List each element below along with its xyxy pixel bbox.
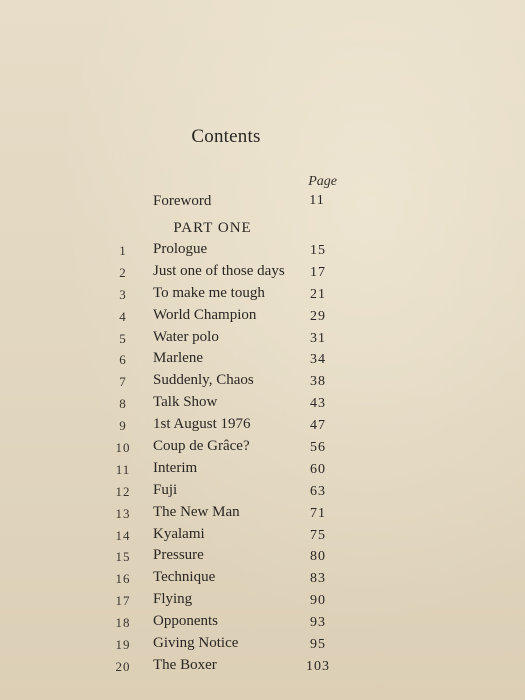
chapter-entry — [0, 416, 525, 438]
chapter-number: 4 — [119, 308, 127, 324]
chapter-title: Coup de Grâce? — [153, 438, 250, 455]
chapter-number: 16 — [115, 571, 131, 587]
chapter-number: 3 — [119, 286, 127, 302]
chapter-title: Giving Notice — [153, 635, 239, 652]
chapter-number: 8 — [119, 396, 127, 412]
chapter-page: 29 — [310, 308, 326, 324]
chapter-number: 6 — [119, 352, 127, 368]
chapter-number: 10 — [115, 440, 131, 456]
chapter-list — [0, 241, 525, 679]
chapter-title: Opponents — [153, 613, 218, 630]
chapter-title: Water polo — [153, 328, 219, 345]
chapter-page: 93 — [310, 615, 326, 631]
chapter-entry — [0, 635, 525, 657]
chapter-number: 13 — [115, 505, 131, 521]
chapter-title: Marlene — [153, 350, 203, 367]
chapter-page: 21 — [310, 286, 326, 302]
page-column-header: Page — [308, 174, 337, 189]
chapter-title: The Boxer — [153, 656, 217, 673]
chapter-page: 47 — [310, 418, 326, 434]
chapter-entry — [0, 350, 525, 372]
chapter-page: 38 — [310, 374, 326, 390]
chapter-entry — [0, 547, 525, 569]
chapter-page: 34 — [310, 352, 326, 368]
chapter-page: 90 — [310, 593, 326, 609]
chapter-number: 15 — [115, 549, 131, 565]
chapter-number: 2 — [119, 264, 127, 280]
chapter-title: The New Man — [153, 503, 240, 520]
chapter-page: 95 — [310, 637, 326, 653]
chapter-title: Talk Show — [153, 394, 218, 411]
chapter-entry — [0, 241, 525, 263]
chapter-title: 1st August 1976 — [153, 416, 251, 433]
chapter-number: 7 — [119, 374, 127, 390]
chapter-title: Just one of those days — [153, 262, 285, 279]
chapter-entry — [0, 263, 525, 285]
chapter-entry — [0, 526, 525, 548]
chapter-entry — [0, 504, 525, 526]
chapter-page: 17 — [310, 264, 326, 280]
chapter-page: 63 — [310, 483, 326, 499]
chapter-entry — [0, 657, 525, 679]
chapter-entry — [0, 438, 525, 460]
part-heading: PART ONE — [173, 220, 252, 236]
chapter-title: Suddenly, Chaos — [153, 372, 254, 389]
chapter-entry — [0, 285, 525, 307]
chapter-entry — [0, 329, 525, 351]
chapter-number: 11 — [115, 461, 131, 477]
foreword-entry — [0, 193, 525, 213]
chapter-page: 31 — [310, 330, 326, 346]
chapter-page: 75 — [310, 527, 326, 543]
chapter-number: 12 — [115, 483, 131, 499]
chapter-number: 5 — [119, 330, 127, 346]
chapter-number: 17 — [115, 593, 131, 609]
chapter-page: 80 — [310, 549, 326, 565]
chapter-number: 20 — [115, 658, 131, 674]
chapter-number: 1 — [119, 243, 127, 258]
chapter-number: 9 — [119, 418, 127, 434]
chapter-page: 71 — [310, 505, 326, 521]
chapter-entry — [0, 307, 525, 329]
chapter-title: To make me tough — [153, 284, 265, 301]
chapter-number: 18 — [115, 615, 131, 631]
chapter-entry — [0, 591, 525, 613]
chapter-page: 103 — [306, 658, 330, 674]
chapter-page: 60 — [310, 461, 326, 477]
chapter-title: Fuji — [153, 481, 178, 498]
chapter-entry — [0, 372, 525, 394]
chapter-entry — [0, 569, 525, 591]
chapter-page: 56 — [310, 440, 326, 456]
chapter-entry — [0, 460, 525, 482]
chapter-title: Prologue — [153, 241, 208, 257]
chapter-number: 14 — [115, 527, 131, 543]
chapter-page: 83 — [310, 571, 326, 587]
chapter-title: Technique — [153, 569, 216, 586]
chapter-number: 19 — [115, 637, 131, 653]
chapter-page: 15 — [310, 243, 326, 258]
chapter-title: Pressure — [153, 547, 204, 564]
chapter-page: 43 — [310, 396, 326, 412]
chapter-entry — [0, 394, 525, 416]
chapter-entry — [0, 613, 525, 635]
chapter-title: Flying — [153, 591, 193, 608]
foreword-title: Foreword — [153, 193, 212, 209]
chapter-title: World Champion — [153, 306, 257, 323]
page-title: Contents — [191, 126, 261, 147]
chapter-entry — [0, 482, 525, 504]
chapter-title: Interim — [153, 459, 198, 476]
chapter-title: Kyalami — [153, 525, 205, 542]
foreword-page: 11 — [309, 193, 325, 208]
